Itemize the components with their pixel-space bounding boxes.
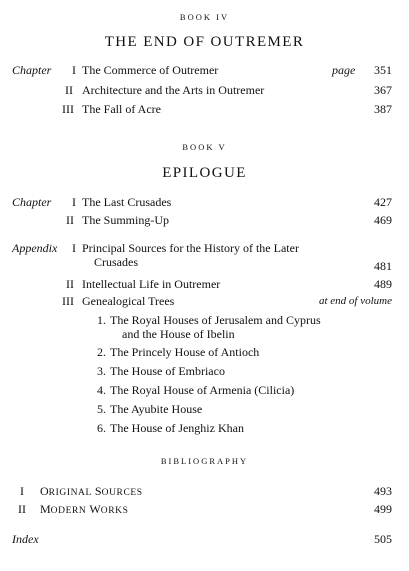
entry-title: Architecture and the Arts in Outremer <box>82 83 265 97</box>
chapter-numeral: I <box>72 241 76 255</box>
sub-entry-number: 4. <box>97 383 106 397</box>
sub-entry-title: The House of Jenghiz Khan <box>110 421 244 435</box>
chapter-numeral: II <box>66 213 74 227</box>
page-word: page <box>332 63 356 77</box>
entry-title-continued: Crusades <box>94 255 138 269</box>
page-reference: at end of volume <box>318 295 392 307</box>
sub-entry-title: The House of Embriaco <box>110 364 225 378</box>
book-iv-label: BOOK IV <box>179 12 230 22</box>
bibliography-numeral: II <box>18 502 26 516</box>
page-number: 367 <box>374 83 392 97</box>
sub-entry-number: 2. <box>97 345 106 359</box>
chapter-numeral: I <box>72 63 76 77</box>
page-number: 469 <box>374 213 392 227</box>
chapter-word: Chapter <box>12 63 52 77</box>
chapter-numeral: II <box>65 83 73 97</box>
page-number: 427 <box>374 195 392 209</box>
index-label: Index <box>12 532 39 546</box>
entry-title: The Last Crusades <box>82 195 172 209</box>
chapter-numeral: II <box>66 277 74 291</box>
appendix-word: Appendix <box>12 241 58 255</box>
sub-entry-title: The Princely House of Antioch <box>110 345 260 359</box>
chapter-numeral: III <box>62 294 74 308</box>
sub-entry-title: The Royal House of Armenia (Cilicia) <box>110 383 295 397</box>
bibliography-numeral: I <box>20 484 24 498</box>
book-v-label: BOOK V <box>182 142 227 152</box>
sub-entry-number: 6. <box>97 421 106 435</box>
sub-entry-number: 5. <box>97 402 106 416</box>
page-number: 481 <box>374 259 392 273</box>
page-number: 505 <box>374 532 392 546</box>
chapter-numeral: III <box>62 102 74 116</box>
page-number: 499 <box>374 502 392 516</box>
chapter-numeral: I <box>72 195 76 209</box>
entry-title: The Summing-Up <box>82 213 169 227</box>
sub-entry-number: 3. <box>97 364 106 378</box>
page-number: 493 <box>374 484 392 498</box>
sub-entry-title: The Royal Houses of Jerusalem and Cyprus <box>110 313 321 327</box>
bibliography-title: MODERN WORKS <box>40 502 129 516</box>
entry-title: Intellectual Life in Outremer <box>82 277 221 291</box>
bibliography-title: ORIGINAL SOURCES <box>40 484 143 498</box>
entry-title: The Fall of Acre <box>82 102 161 116</box>
entry-title: Genealogical Trees <box>82 294 175 308</box>
chapter-word: Chapter <box>12 195 52 209</box>
sub-entry-title: The Ayubite House <box>110 402 203 416</box>
page-number: 351 <box>374 63 392 77</box>
entry-title: Principal Sources for the History of the Later <box>82 241 299 255</box>
book-v-title: EPILOGUE <box>162 165 247 181</box>
sub-entry-title-continued: and the House of Ibelin <box>122 327 235 341</box>
page-number: 387 <box>374 102 392 116</box>
book-iv-title: THE END OF OUTREMER <box>104 34 305 50</box>
bibliography-heading: BIBLIOGRAPHY <box>160 456 249 466</box>
sub-entry-number: 1. <box>97 313 106 327</box>
page-number: 489 <box>374 277 392 291</box>
entry-title: The Commerce of Outremer <box>82 63 219 77</box>
